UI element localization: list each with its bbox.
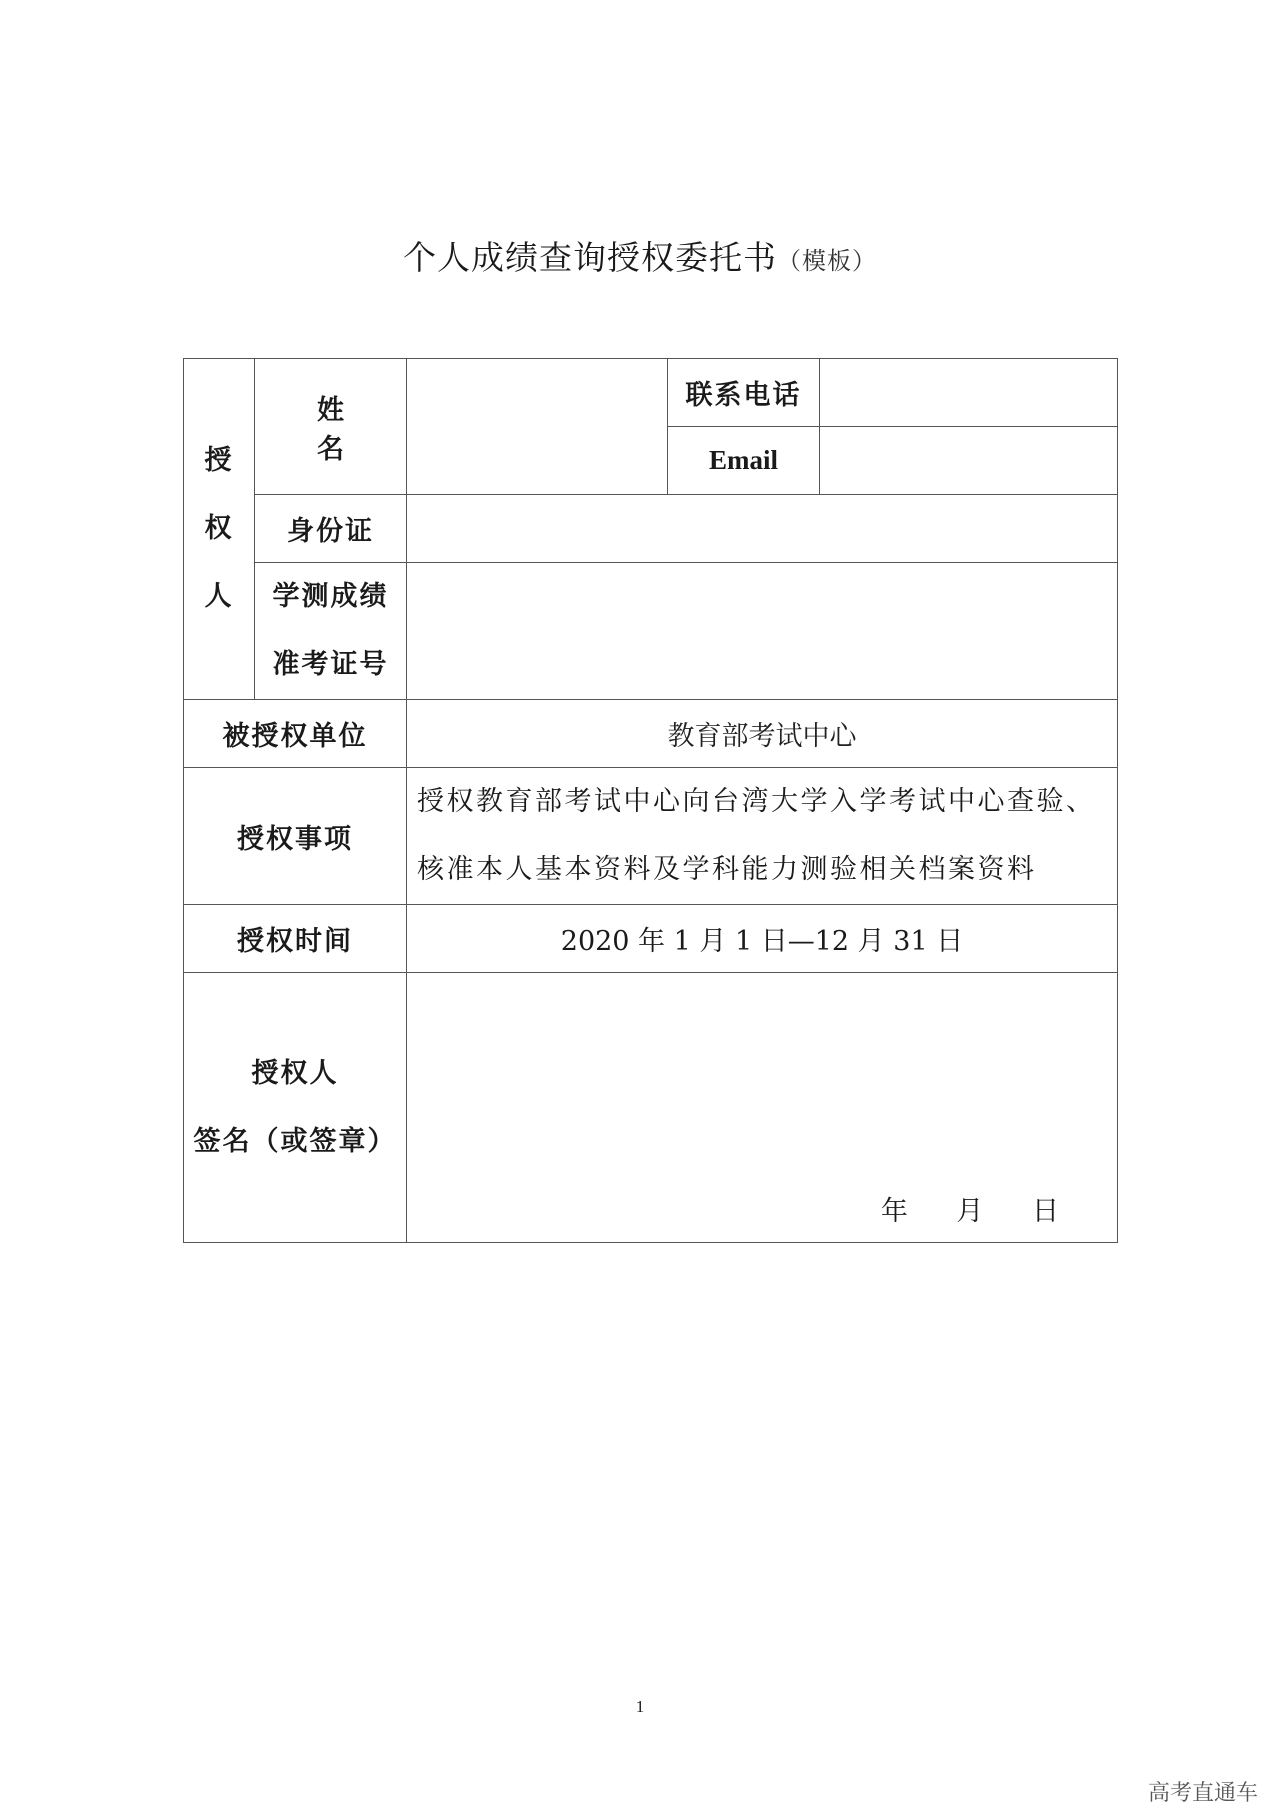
signature-field[interactable]	[407, 973, 1118, 1243]
period-label: 授权时间	[184, 905, 407, 973]
name-field[interactable]	[407, 359, 668, 495]
document-title	[0, 232, 1280, 279]
page-number: 1	[635, 1697, 645, 1716]
grantee-label: 被授权单位	[184, 700, 407, 768]
id-field[interactable]	[407, 495, 1118, 563]
email-field[interactable]	[820, 427, 1118, 495]
id-label: 身份证	[255, 495, 407, 563]
grantor-label: 授 权 人	[184, 359, 255, 700]
exam-number-label: 学测成绩 准考证号	[255, 563, 407, 700]
matter-label: 授权事项	[184, 768, 407, 905]
email-label: Email	[668, 427, 820, 495]
phone-field[interactable]	[820, 359, 1118, 427]
period-value: 2020 年 1 月 1 日—12 月 31 日	[407, 905, 1118, 973]
watermark: 高考直通车	[1147, 1781, 1258, 1806]
title-main: 个人成绩查询授权委托书	[403, 238, 777, 277]
authorization-form-table	[183, 358, 1118, 1243]
matter-value: 授权教育部考试中心向台湾大学入学考试中心查验、核准本人基本资料及学科能力测验相关档案资料	[407, 768, 1118, 905]
signature-date: 年 月 日	[880, 1196, 1059, 1227]
exam-number-field[interactable]	[407, 563, 1118, 700]
title-sub: （模板）	[777, 247, 877, 275]
name-label: 姓名	[255, 359, 407, 495]
signature-label: 授权人 签名（或签章）	[184, 973, 407, 1243]
phone-label: 联系电话	[668, 359, 820, 427]
grantee-value: 教育部考试中心	[407, 700, 1118, 768]
